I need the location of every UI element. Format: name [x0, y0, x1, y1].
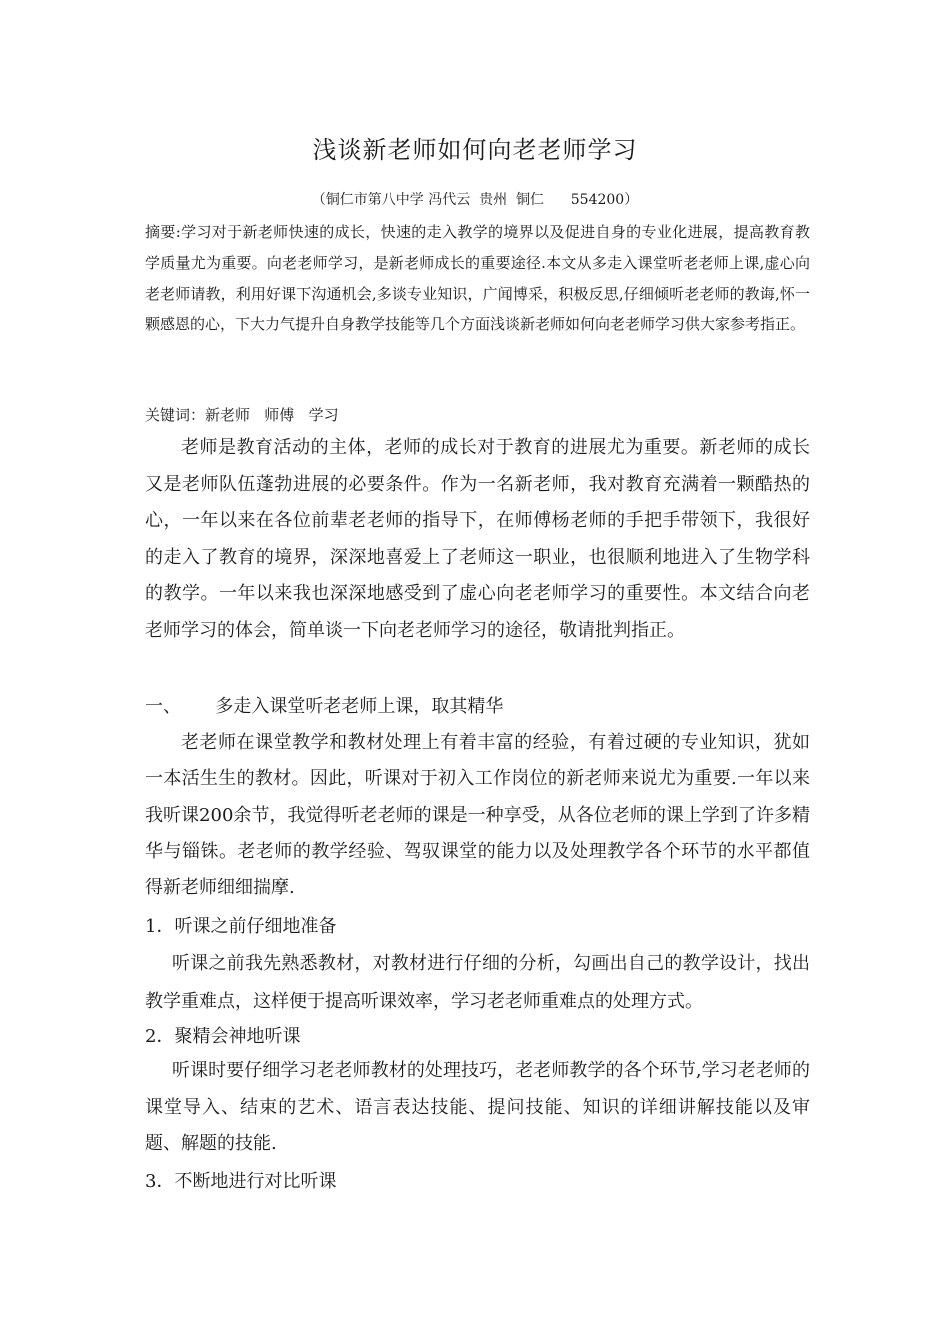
subsection1-heading: 1．听课之前仔细地准备	[145, 916, 337, 937]
subsection1-paragraph-text: 听课之前我先熟悉教材，对教材进行仔细的分析，勾画出自己的教学设计，找出教学重难点，这样便于提高听课效率，学习老老师重难点的处理方式。	[145, 953, 810, 1012]
document-title: 浅谈新老师如何向老老师学习	[312, 136, 638, 164]
subsection2-paragraph	[145, 1053, 810, 1163]
keywords-line: 关键词：新老师 师傅 学习	[145, 406, 339, 424]
subsection3-heading: 3．不断地进行对比听课	[145, 1171, 337, 1192]
section1-heading: 一、 多走入课堂听老老师上课，取其精华	[145, 696, 504, 717]
intro-paragraph	[145, 430, 810, 649]
intro-paragraph-text: 老师是教育活动的主体，老师的成长对于教育的进展尤为重要。新老师的成长又是老师队伍蓬勃进展的必要条件。作为一名新老师，我对教育充满着一颗酷热的心，一年以来在各位前辈老老师的指导下，在师傅杨老师的手把手带领下，我很好的走入了教育的境界，深深地喜爱上了老师这一职业，也很顺利地进入了生物学科的教学。一年以来我也深深地感受到了虚心向老老师学习的重要性。本文结合向老老师学习的体会，简单谈一下向老老师学习的途径，敬请批判指正。	[145, 437, 810, 641]
abstract-paragraph: 摘要:学习对于新老师快速的成长，快速的走入教学的境界以及促进自身的专业化进展，提高教育教学质量尤为重要。向老老师学习，是新老师成长的重要途径.本文从多走入课堂听老老师上课,虚心向老老师请教，利用好课下沟通机会,多谈专业知识，广闻博采，积极反思,仔细倾听老老师的教诲,怀一颗感恩的心，下大力气提升自身教学技能等几个方面浅谈新老师如何向老老师学习供大家参考指正。	[145, 223, 810, 334]
section1-paragraph-text: 老老师在课堂教学和教材处理上有着丰富的经验，有着过硬的专业知识，犹如一本活生生的教材。因此，听课对于初入工作岗位的新老师来说尤为重要.一年以来我听课200余节，我觉得听老老师的课是一种享受，从各位老师的课上学到了许多精华与锱铢。老老师的教学经验、驾驭课堂的能力以及处理教学各个环节的水平都值得新老师细细揣摩.	[145, 732, 810, 899]
subsection1-paragraph	[145, 945, 810, 1021]
subsection2-heading: 2．聚精会神地听课	[145, 1026, 301, 1047]
section1-paragraph	[145, 725, 810, 906]
author-line: （铜仁市第八中学 冯代云 贵州 铜仁 554200）	[311, 192, 639, 208]
subsection2-paragraph-text: 听课时要仔细学习老老师教材的处理技巧，老老师教学的各个环节,学习老老师的课堂导入、结束的艺术、语言表达技能、提问技能、知识的详细讲解技能以及审题、解题的技能.	[145, 1060, 810, 1154]
